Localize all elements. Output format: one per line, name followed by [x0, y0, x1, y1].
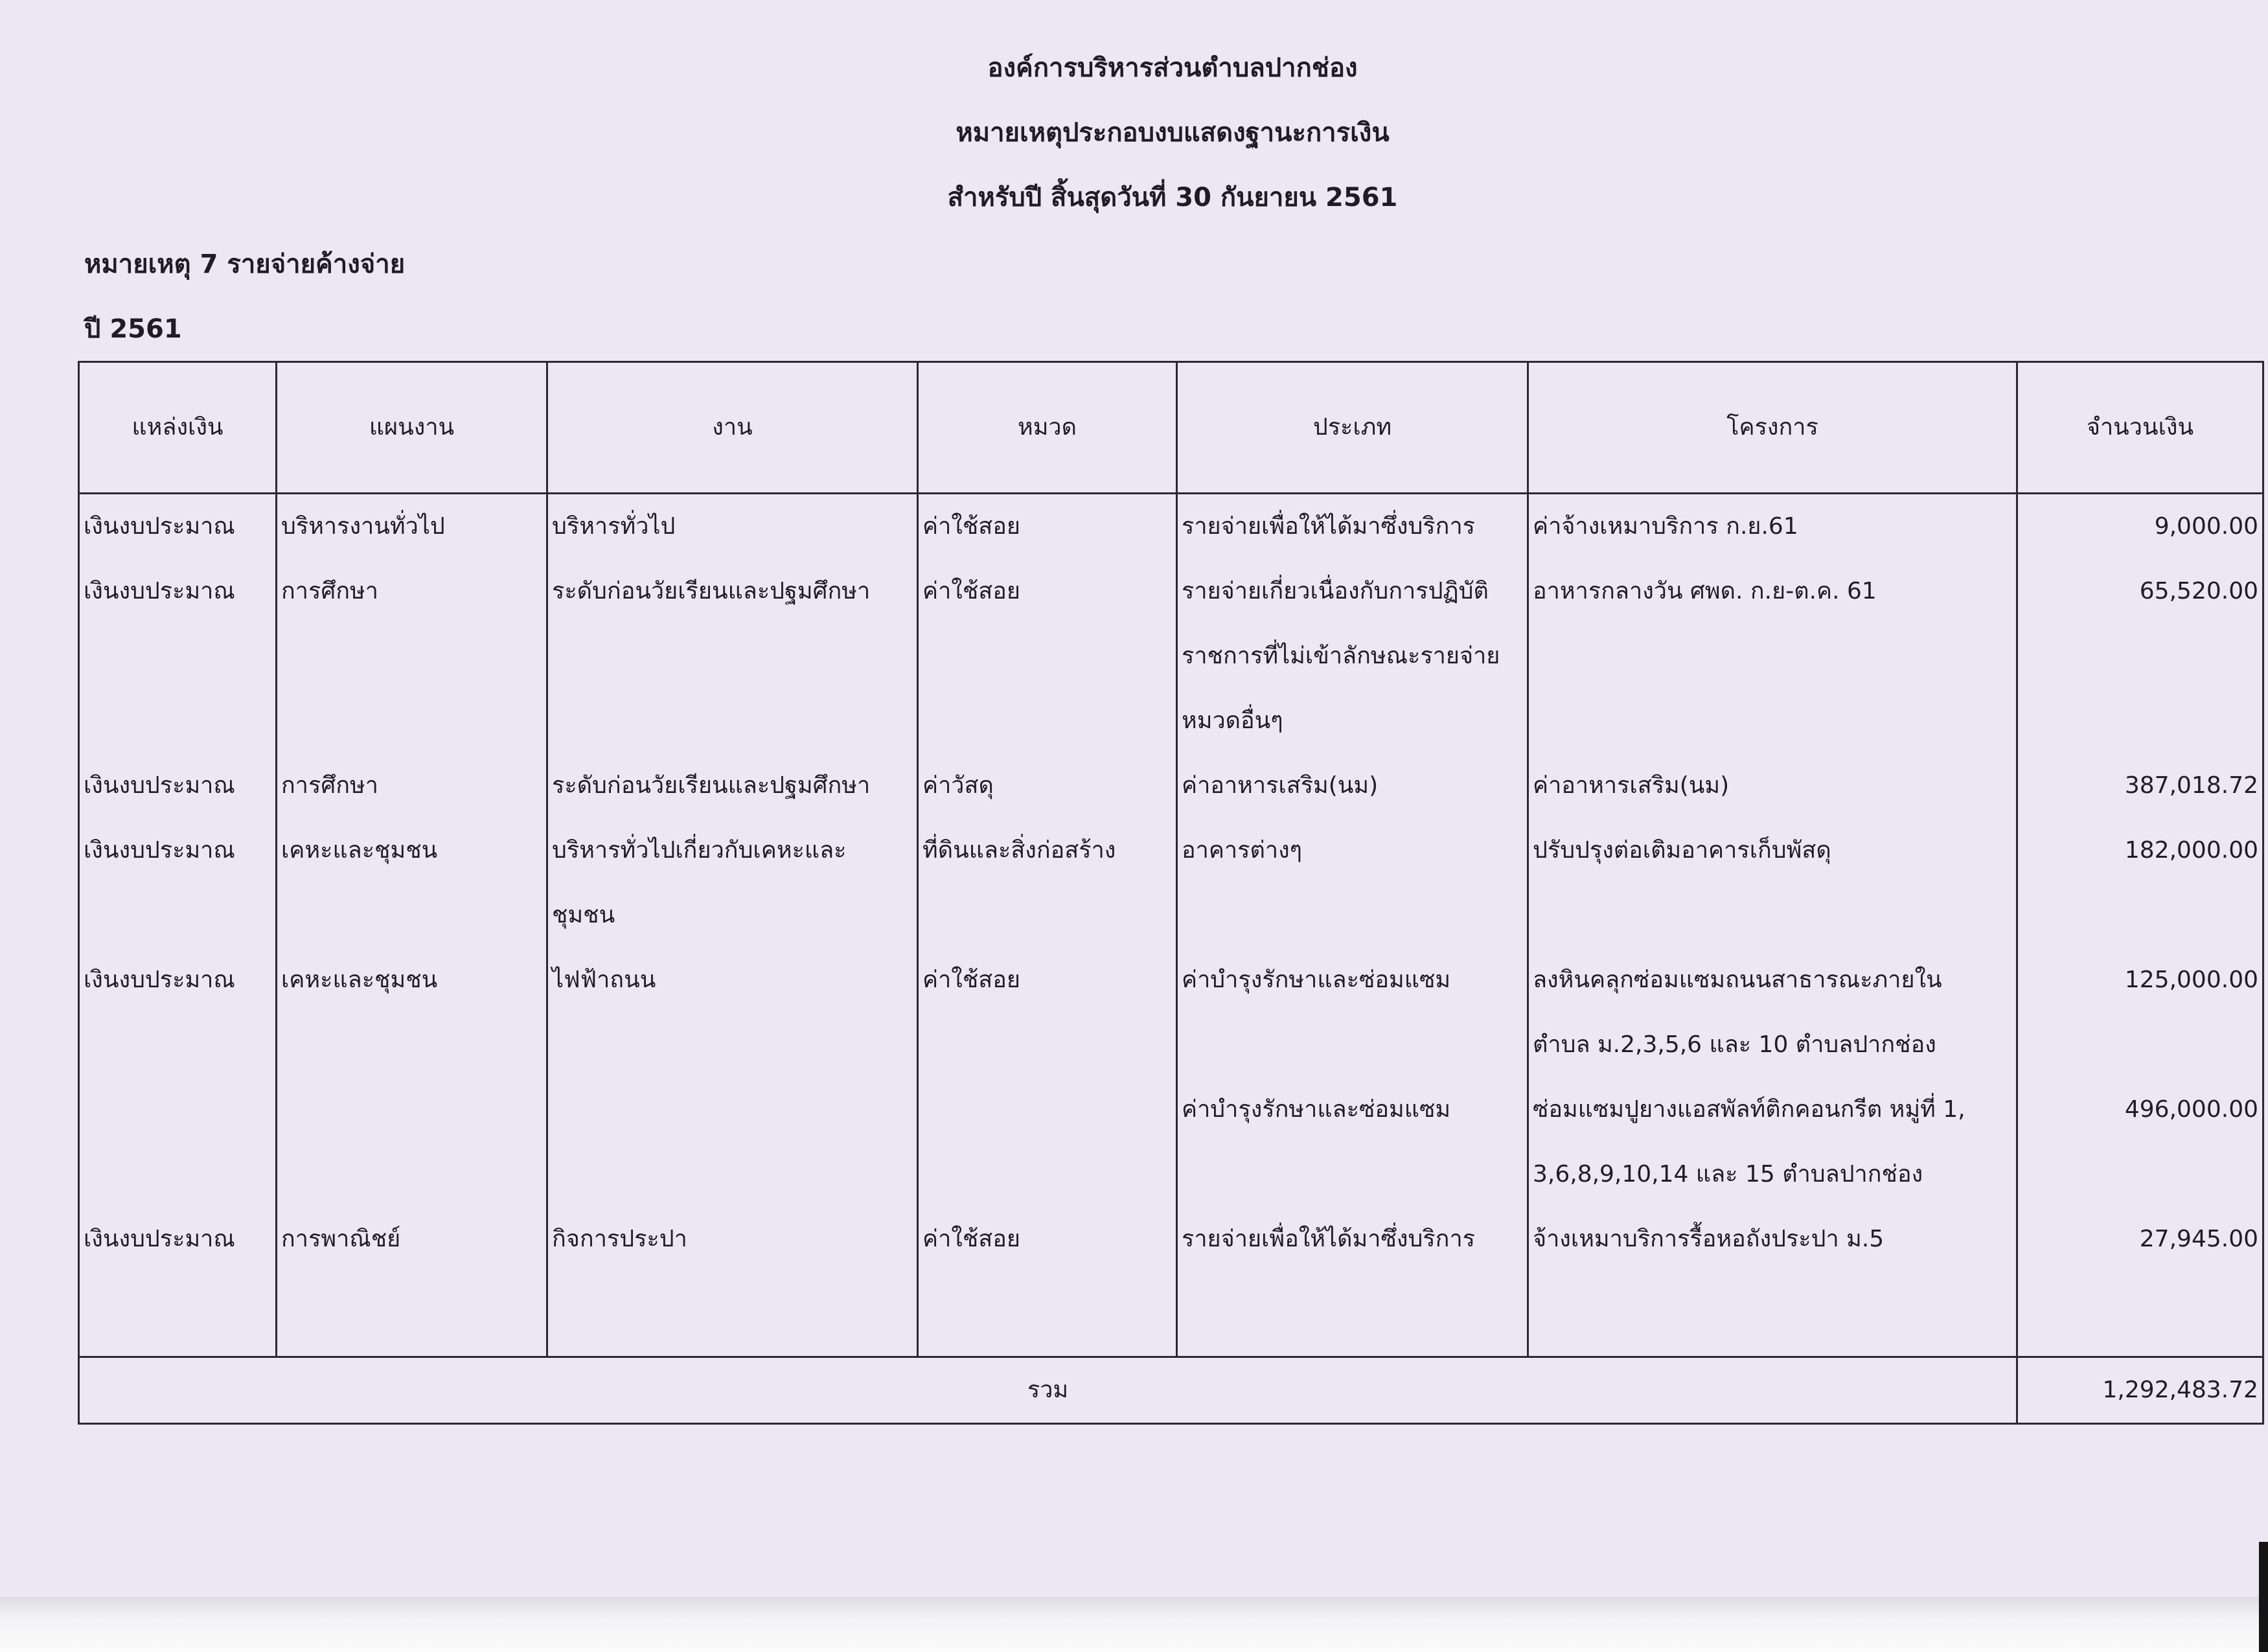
amount-cell [2017, 624, 2263, 689]
year-label: ปี 2561 [84, 314, 182, 344]
amount-cell: 182,000.00 [2017, 818, 2263, 883]
type-cell: รายจ่ายเกี่ยวเนื่องกับการปฏิบัติ [1177, 559, 1528, 624]
total-label: รวม [79, 1357, 2017, 1424]
category-cell: ที่ดินและสิ่งก่อสร้าง [918, 818, 1177, 883]
type-cell [1177, 883, 1528, 948]
source-cell [79, 1013, 277, 1077]
amount-cell: 27,945.00 [2017, 1207, 2263, 1272]
source-cell: เงินงบประมาณ [79, 753, 277, 818]
source-cell [79, 1142, 277, 1207]
table-body [79, 494, 2263, 1357]
empty-cell [277, 1272, 547, 1357]
project-cell [1528, 689, 2017, 753]
type-cell: ค่าบำรุงรักษาและซ่อมแซม [1177, 948, 1528, 1013]
project-cell: ตำบล ม.2,3,5,6 และ 10 ตำบลปากช่อง [1528, 1013, 2017, 1077]
empty-cell [547, 1272, 918, 1357]
work-cell: ไฟฟ้าถนน [547, 948, 918, 1013]
amount-cell [2017, 1013, 2263, 1077]
table-row [79, 1207, 2263, 1272]
amount-cell [2017, 883, 2263, 948]
project-cell: ลงหินคลุกซ่อมแซมถนนสาธารณะภายใน [1528, 948, 2017, 1013]
type-cell: รายจ่ายเพื่อให้ได้มาซึ่งบริการ [1177, 1207, 1528, 1272]
work-cell [547, 624, 918, 689]
type-cell: ราชการที่ไม่เข้าลักษณะรายจ่าย [1177, 624, 1528, 689]
source-cell [79, 624, 277, 689]
column-header: แหล่งเงิน [79, 362, 277, 494]
amount-cell: 387,018.72 [2017, 753, 2263, 818]
source-cell [79, 1077, 277, 1142]
work-cell: ระดับก่อนวัยเรียนและปฐมศึกษา [547, 559, 918, 624]
plan-cell: การศึกษา [277, 559, 547, 624]
table-row [79, 624, 2263, 689]
empty-cell [79, 1272, 277, 1357]
plan-cell: การพาณิชย์ [277, 1207, 547, 1272]
project-cell [1528, 883, 2017, 948]
source-cell: เงินงบประมาณ [79, 948, 277, 1013]
column-header: โครงการ [1528, 362, 2017, 494]
work-cell: บริหารทั่วไปเกี่ยวกับเคหะและ [547, 818, 918, 883]
category-cell: ค่าใช้สอย [918, 494, 1177, 560]
work-cell: ชุมชน [547, 883, 918, 948]
total-row [79, 1357, 2263, 1424]
type-cell: หมวดอื่นๆ [1177, 689, 1528, 753]
plan-cell: บริหารงานทั่วไป [277, 494, 547, 560]
table-row [79, 494, 2263, 560]
category-cell: ค่าวัสดุ [918, 753, 1177, 818]
organization-heading: องค์การบริหารส่วนตำบลปากช่อง [987, 53, 1358, 83]
source-cell: เงินงบประมาณ [79, 559, 277, 624]
table-row [79, 689, 2263, 753]
plan-cell: การศึกษา [277, 753, 547, 818]
type-cell: ค่าอาหารเสริม(นม) [1177, 753, 1528, 818]
plan-cell [277, 883, 547, 948]
category-cell [918, 1013, 1177, 1077]
work-cell [547, 1142, 918, 1207]
type-cell: ค่าบำรุงรักษาและซ่อมแซม [1177, 1077, 1528, 1142]
work-cell: บริหารทั่วไป [547, 494, 918, 560]
table-row [79, 818, 2263, 883]
category-cell: ค่าใช้สอย [918, 559, 1177, 624]
table-spacer-row [79, 1272, 2263, 1357]
work-cell: กิจการประปา [547, 1207, 918, 1272]
category-cell [918, 624, 1177, 689]
category-cell [918, 689, 1177, 753]
table-row [79, 1142, 2263, 1207]
empty-cell [2017, 1272, 2263, 1357]
table-row [79, 559, 2263, 624]
project-cell [1528, 624, 2017, 689]
column-header: แผนงาน [277, 362, 547, 494]
period-heading: สำหรับปี สิ้นสุดวันที่ 30 กันยายน 2561 [947, 183, 1398, 212]
amount-cell: 9,000.00 [2017, 494, 2263, 560]
type-cell [1177, 1142, 1528, 1207]
table-row [79, 1013, 2263, 1077]
amount-cell [2017, 689, 2263, 753]
column-header: จำนวนเงิน [2017, 362, 2263, 494]
plan-cell [277, 1077, 547, 1142]
project-cell: ซ่อมแซมปูยางแอสพัลท์ติกคอนกรีต หมู่ที่ 1, [1528, 1077, 2017, 1142]
scan-bottom-edge [0, 1597, 2268, 1652]
category-cell: ค่าใช้สอย [918, 1207, 1177, 1272]
table-row [79, 948, 2263, 1013]
project-cell: ค่าจ้างเหมาบริการ ก.ย.61 [1528, 494, 2017, 560]
type-cell: อาคารต่างๆ [1177, 818, 1528, 883]
table-row [79, 753, 2263, 818]
empty-cell [918, 1272, 1177, 1357]
category-cell [918, 883, 1177, 948]
table-row [79, 883, 2263, 948]
total-amount: 1,292,483.72 [2017, 1357, 2263, 1424]
plan-cell: เคหะและชุมชน [277, 818, 547, 883]
project-cell: อาหารกลางวัน ศพด. ก.ย-ต.ค. 61 [1528, 559, 2017, 624]
work-cell [547, 689, 918, 753]
source-cell: เงินงบประมาณ [79, 1207, 277, 1272]
empty-cell [1528, 1272, 2017, 1357]
note-title: หมายเหตุ 7 รายจ่ายค้างจ่าย [84, 249, 406, 279]
work-cell [547, 1013, 918, 1077]
project-cell: ค่าอาหารเสริม(นม) [1528, 753, 2017, 818]
column-header: งาน [547, 362, 918, 494]
type-cell: รายจ่ายเพื่อให้ได้มาซึ่งบริการ [1177, 494, 1528, 560]
source-cell: เงินงบประมาณ [79, 494, 277, 560]
plan-cell: เคหะและชุมชน [277, 948, 547, 1013]
source-cell: เงินงบประมาณ [79, 818, 277, 883]
project-cell: ปรับปรุงต่อเติมอาคารเก็บพัสดุ [1528, 818, 2017, 883]
accrued-expenses-table [78, 361, 2264, 1425]
work-cell: ระดับก่อนวัยเรียนและปฐมศึกษา [547, 753, 918, 818]
amount-cell: 125,000.00 [2017, 948, 2263, 1013]
statement-title: หมายเหตุประกอบงบแสดงฐานะการเงิน [956, 118, 1390, 148]
plan-cell [277, 689, 547, 753]
work-cell [547, 1077, 918, 1142]
project-cell: 3,6,8,9,10,14 และ 15 ตำบลปากช่อง [1528, 1142, 2017, 1207]
amount-cell [2017, 1142, 2263, 1207]
source-cell [79, 689, 277, 753]
column-header: หมวด [918, 362, 1177, 494]
amount-cell: 496,000.00 [2017, 1077, 2263, 1142]
project-cell: จ้างเหมาบริการรื้อหอถังประปา ม.5 [1528, 1207, 2017, 1272]
plan-cell [277, 1142, 547, 1207]
type-cell [1177, 1013, 1528, 1077]
column-header: ประเภท [1177, 362, 1528, 494]
plan-cell [277, 1013, 547, 1077]
category-cell [918, 1142, 1177, 1207]
empty-cell [1177, 1272, 1528, 1357]
category-cell: ค่าใช้สอย [918, 948, 1177, 1013]
scan-corner-mark [2259, 1542, 2268, 1652]
category-cell [918, 1077, 1177, 1142]
table-header-row [79, 362, 2263, 494]
amount-cell: 65,520.00 [2017, 559, 2263, 624]
plan-cell [277, 624, 547, 689]
table-row [79, 1077, 2263, 1142]
source-cell [79, 883, 277, 948]
